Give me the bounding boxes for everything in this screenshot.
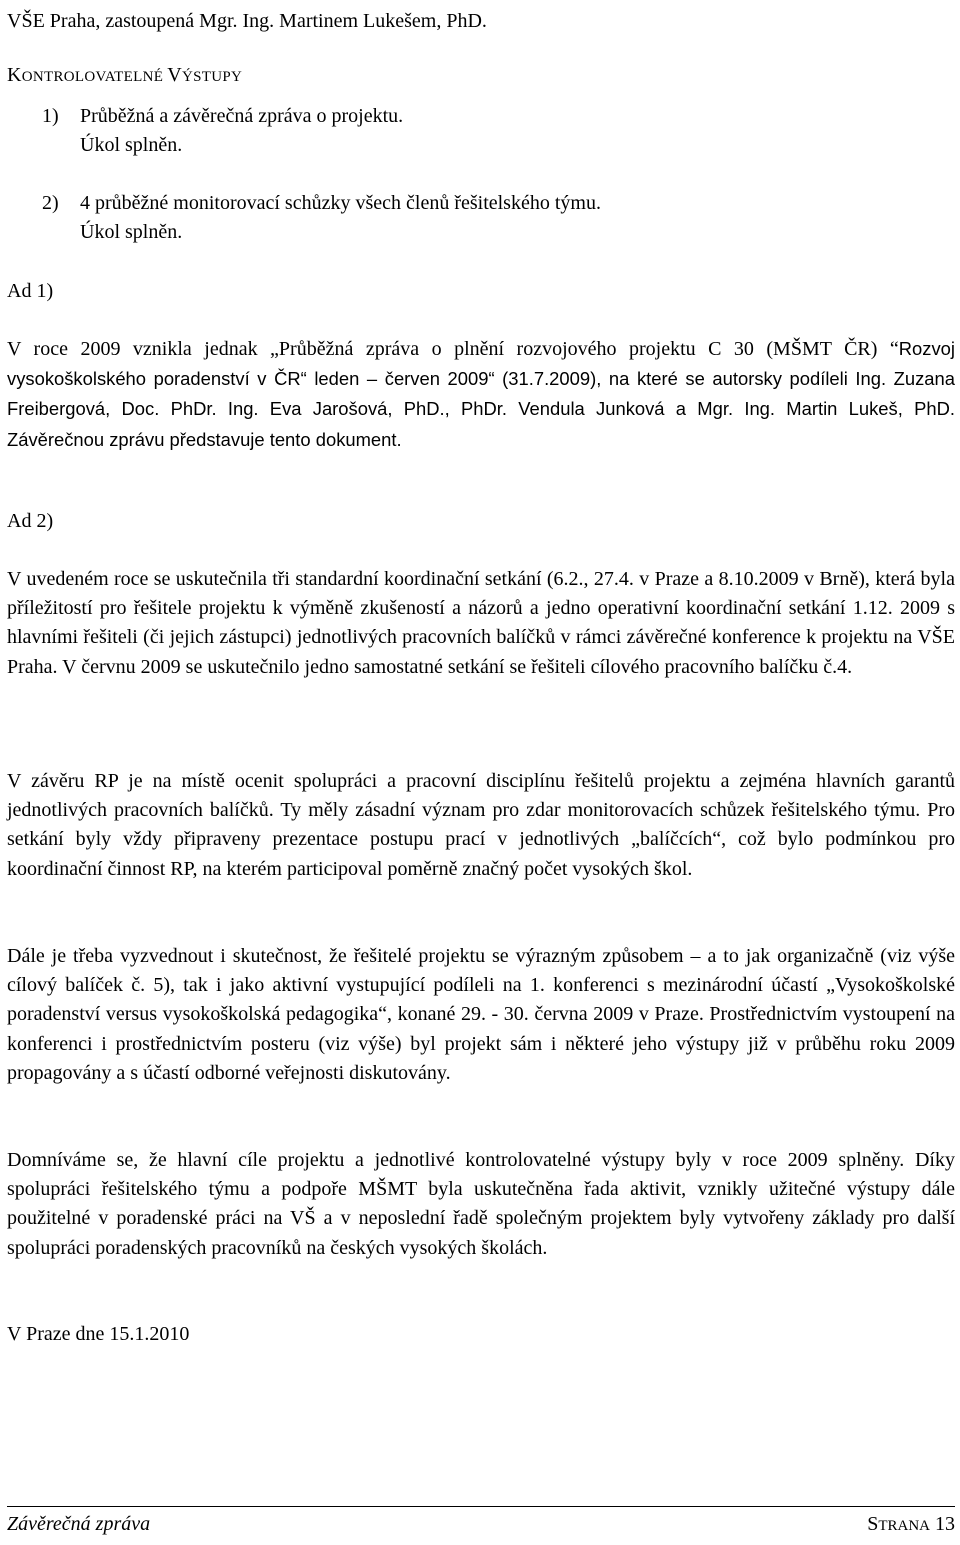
page-footer (7, 1506, 955, 1537)
paragraph-dale: Dále je třeba vyzvednout i skutečnost, že řešitelé projektu se výrazným způsobem – a to jak organizačně (viz výše cílový balíček č. 5), tak i jako aktivní vystupující podíleli na 1. konferenci s mezinárodní účastí „Vysokoškolské poradenství versus vysokoškolská pedagogika“, konané 29. - 30. června 2009 v Praze. Prostřednictvím vystoupení na konferenci i prostřednictvím posteru (viz výše) byl projekt sám i některé jeho výstupy již v průběhu roku 2009 propagovány a s účastí odborné veřejnosti diskutovány. (7, 945, 955, 1084)
ad1-paragraph (7, 334, 955, 455)
output-2-status: Úkol splněn. (80, 221, 183, 243)
output-2-number: 2) (42, 192, 59, 214)
heading-initial-k: K (7, 64, 22, 86)
ad1-label: Ad 1) (7, 280, 54, 302)
output-1-text: Průběžná a závěrečná zpráva o projektu. (80, 105, 404, 127)
ad1-paragraph-part2: Rozvoj vysokoškolského poradenství v ČR“ leden – červen 2009“ (31.7.2009), na které se autorsky podíleli Ing. Zuzana Freibergová, Doc. PhDr. Ing. Eva Jarošová, PhD., PhDr. Vendula Junková a Mgr. Ing. Martin Lukeš, PhD. Závěrečnou zprávu představuje tento dokument. (7, 338, 955, 450)
ad1-paragraph-part1: V roce 2009 vznikla jednak „Průběžná zpráva o plnění rozvojového projektu C 30 (MŠMT ČR) “ (7, 338, 899, 360)
paragraph-rp: V závěru RP je na místě ocenit spolupráci a pracovní disciplínu řešitelů projektu a zejména hlavních garantů jednotlivých pracovních balíčků. Ty měly zásadní význam pro zdar monitorovacích schůzek řešitelského týmu. Pro setkání byly vždy připraveny prezentace postupu prací v jednotlivých „balíčcích“, což bylo podmínkou pro koordinační činnost RP, na kterém participoval poměrně značný počet vysokých škol. (7, 770, 955, 880)
ad2-paragraph: V uvedeném roce se uskutečnila tři standardní koordinační setkání (6.2., 27.4. v Praze a 8.10.2009 v Brně), která byla příležitostí pro řešitele projektu k výměně zkušeností a názorů a jedno operativní koordinační setkání 1.12. 2009 s hlavními řešiteli (či jejich zástupci) jednotlivých pracovních balíčků v rámci závěrečné konference k projektu na VŠE Praha. V červnu 2009 se uskutečnilo jedno samostatné setkání se řešiteli cílového pracovního balíčku č.4. (7, 568, 955, 678)
footer-page-word-rest: TRANA (878, 1518, 930, 1534)
output-1-status: Úkol splněn. (80, 134, 183, 156)
heading-rest-2: ÝSTUPY (181, 69, 243, 85)
footer-page-word-initial: S (867, 1513, 879, 1535)
date-line: V Praze dne 15.1.2010 (7, 1323, 190, 1345)
ad2-label: Ad 2) (7, 510, 54, 532)
footer-page-label (867, 1513, 955, 1536)
header-line: VŠE Praha, zastoupená Mgr. Ing. Martinem Lukešem, PhD. (7, 10, 487, 32)
paragraph-domnivame: Domníváme se, že hlavní cíle projektu a jednotlivé kontrolovatelné výstupy byly v roce 2009 splněny. Díky spolupráci řešitelského týmu a podpoře MŠMT byla uskutečněna řada aktivit, vznikly užitečné výstupy dále použitelné v poradenské práci na VŠ a v neposlední řadě společným projektem byly vytvořeny základy pro další spolupráci poradenských pracovníků na českých vysokých školách. (7, 1149, 955, 1259)
footer-document-title: Závěrečná zpráva (7, 1513, 151, 1535)
output-1-number: 1) (42, 105, 59, 127)
heading-initial-v: V (167, 64, 182, 86)
footer-page-number: 13 (935, 1513, 955, 1535)
output-2-text: 4 průběžné monitorovací schůzky všech členů řešitelského týmu. (80, 192, 601, 214)
section-heading (7, 62, 242, 90)
heading-rest-1: ONTROLOVATELNÉ (21, 69, 168, 85)
